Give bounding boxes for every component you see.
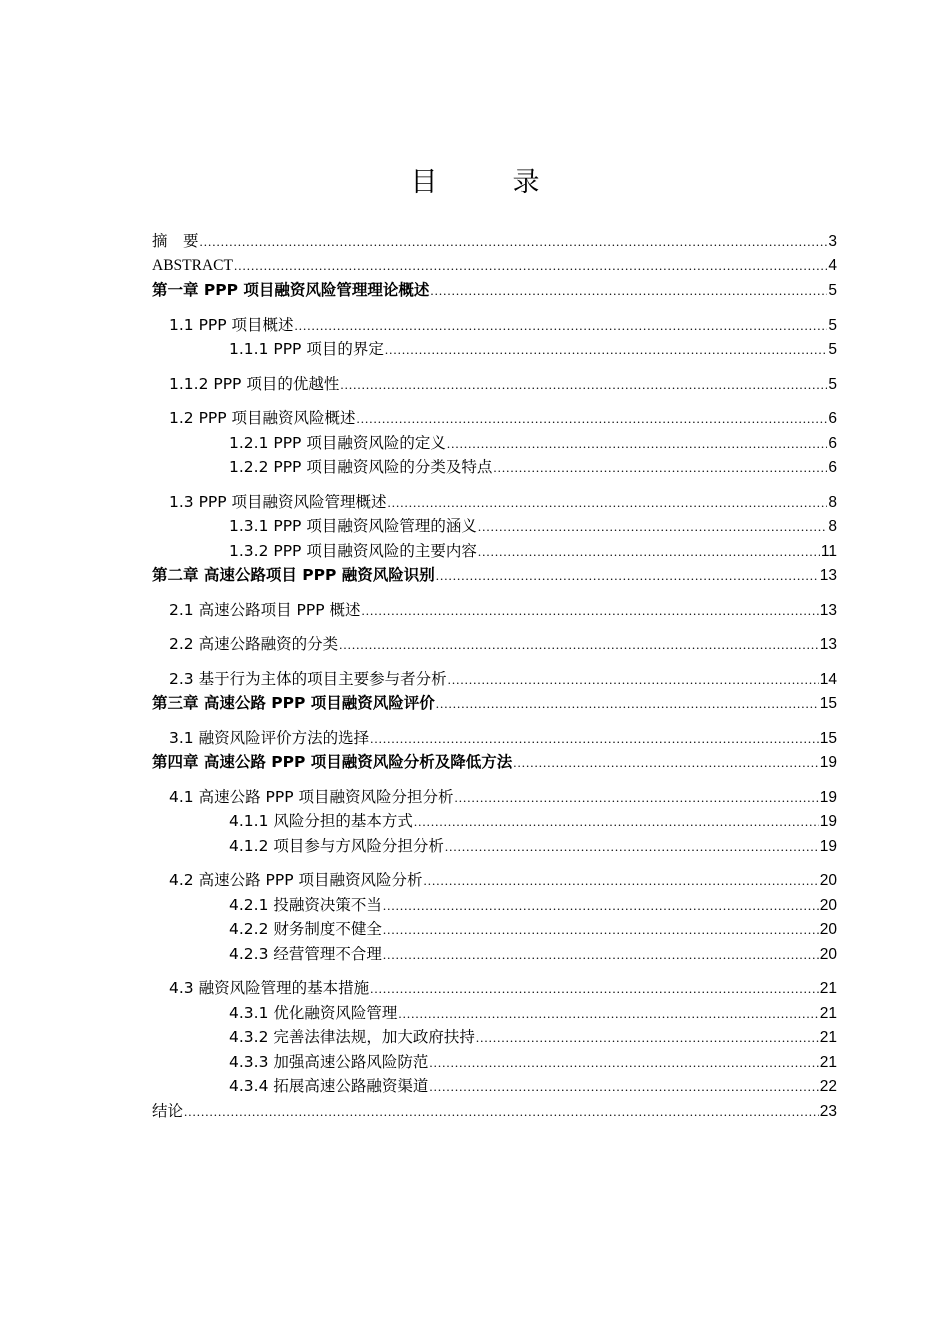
toc-entry-title: 4.3.4 拓展高速公路融资渠道 (229, 1077, 429, 1095)
toc-page-number: 13 (819, 636, 837, 653)
dot-leader (436, 692, 819, 716)
dot-leader (448, 668, 819, 692)
dot-leader (476, 1026, 819, 1050)
dot-leader (200, 230, 828, 254)
toc-entry[interactable] (152, 372, 837, 397)
toc-entry[interactable] (152, 337, 837, 362)
dot-leader (339, 633, 819, 657)
toc-entry[interactable] (152, 691, 837, 716)
toc-page-number: 20 (819, 896, 837, 914)
dot-leader (478, 540, 820, 564)
toc-entry-title: 4.1 高速公路 PPP 项目融资风险分担分析 (169, 787, 454, 806)
toc-entry-title: 4.3.3 加强高速公路风险防范 (229, 1052, 429, 1071)
toc-entry-title: 第四章 高速公路 PPP 项目融资风险分析及降低方法 (152, 753, 513, 771)
toc-entry[interactable] (152, 1025, 837, 1050)
table-of-contents (152, 229, 837, 1123)
toc-entry[interactable] (152, 598, 837, 623)
toc-entry[interactable] (152, 1074, 837, 1099)
toc-page-number: 20 (819, 872, 837, 889)
toc-entry-title: 1.3.1 PPP 项目融资风险管理的涵义 (229, 517, 477, 535)
dot-leader (430, 279, 827, 303)
toc-page-number: 19 (819, 813, 837, 830)
toc-entry-title: 4.2.2 财务制度不健全 (229, 920, 382, 938)
toc-entry-title: 1.2.1 PPP 项目融资风险的定义 (229, 433, 446, 452)
dot-leader (429, 1075, 818, 1099)
toc-entry-title: 第二章 高速公路项目 PPP 融资风险识别 (152, 566, 435, 584)
toc-entry-title: 4.3 融资风险管理的基本措施 (169, 979, 370, 997)
toc-page-number: 5 (828, 375, 837, 393)
toc-entry[interactable] (152, 229, 837, 254)
dot-leader (357, 407, 828, 431)
dot-leader (340, 373, 827, 397)
toc-page-number: 5 (828, 316, 837, 334)
toc-entry[interactable] (152, 1001, 837, 1026)
toc-entry[interactable] (152, 750, 837, 775)
toc-entry-title: 3.1 融资风险评价方法的选择 (169, 728, 370, 747)
toc-entry[interactable] (152, 539, 837, 564)
toc-entry[interactable] (152, 834, 837, 859)
toc-entry-title: 1.3 PPP 项目融资风险管理概述 (169, 492, 387, 511)
toc-entry[interactable] (152, 514, 837, 539)
toc-page-number: 15 (819, 695, 837, 712)
dot-leader (447, 432, 828, 456)
toc-entry-title: 4.1.1 风险分担的基本方式 (229, 812, 413, 830)
dot-leader (370, 977, 819, 1001)
toc-page-number: 3 (828, 233, 837, 250)
toc-page-number: 19 (819, 788, 837, 806)
toc-entry[interactable] (152, 785, 837, 810)
toc-entry-title: 4.3.2 完善法律法规，加大政府扶持 (229, 1028, 475, 1046)
toc-page-number: 5 (828, 341, 837, 358)
toc-page-number: 15 (819, 729, 837, 747)
toc-page-number: 19 (819, 754, 837, 771)
toc-entry-title: 1.3.2 PPP 项目融资风险的主要内容 (229, 541, 477, 560)
toc-entry-title: 4.1.2 项目参与方风险分担分析 (229, 836, 444, 855)
dot-leader (234, 254, 827, 279)
dot-leader (454, 786, 818, 810)
toc-page-number: 4 (828, 256, 837, 274)
dot-leader (385, 338, 828, 362)
toc-entry[interactable] (152, 1099, 837, 1124)
dot-leader (478, 515, 828, 539)
toc-entry[interactable] (152, 563, 837, 588)
toc-entry-title: 4.2.3 经营管理不合理 (229, 944, 382, 963)
toc-entry-title: 2.2 高速公路融资的分类 (169, 635, 339, 653)
dot-leader (383, 943, 819, 967)
dot-leader (414, 810, 819, 834)
toc-page-number: 21 (819, 1053, 837, 1071)
toc-page-number: 23 (819, 1102, 837, 1120)
toc-entry-title: 1.1 PPP 项目概述 (169, 315, 294, 334)
toc-page-number: 13 (819, 567, 837, 584)
toc-entry[interactable] (152, 976, 837, 1001)
toc-entry[interactable] (152, 490, 837, 515)
toc-entry[interactable] (152, 917, 837, 942)
toc-page-number: 20 (819, 945, 837, 963)
toc-entry[interactable] (152, 1050, 837, 1075)
dot-leader (361, 599, 818, 623)
dot-leader (436, 564, 819, 588)
toc-entry[interactable] (152, 809, 837, 834)
toc-entry[interactable] (152, 278, 837, 303)
toc-page-number: 14 (819, 670, 837, 688)
toc-entry-title: 摘 要 (152, 232, 199, 250)
toc-entry[interactable] (152, 632, 837, 657)
toc-entry-title: 4.2.1 投融资决策不当 (229, 895, 382, 914)
toc-entry-title: 第三章 高速公路 PPP 项目融资风险评价 (152, 694, 435, 712)
toc-entry-title: 结论 (152, 1101, 184, 1120)
toc-entry[interactable] (152, 942, 837, 967)
toc-entry[interactable] (152, 455, 837, 480)
dot-leader (513, 751, 818, 775)
toc-entry-title: 1.2.2 PPP 项目融资风险的分类及特点 (229, 458, 493, 476)
toc-page-number: 13 (819, 601, 837, 619)
dot-leader (370, 727, 819, 751)
toc-entry[interactable] (152, 868, 837, 893)
toc-page-number: 8 (828, 493, 837, 511)
toc-entry-title: 1.2 PPP 项目融资风险概述 (169, 409, 356, 427)
dot-leader (388, 491, 828, 515)
dot-leader (295, 314, 828, 338)
toc-entry-title: 1.1.1 PPP 项目的界定 (229, 340, 384, 358)
toc-page-number: 22 (819, 1078, 837, 1095)
toc-entry[interactable] (152, 726, 837, 751)
toc-page-number: 5 (828, 282, 837, 299)
toc-entry[interactable] (152, 406, 837, 431)
dot-leader (445, 835, 819, 859)
toc-page-number: 6 (828, 410, 837, 427)
toc-page-number: 6 (828, 459, 837, 476)
dot-leader (383, 918, 819, 942)
toc-entry-title: ABSTRACT (152, 256, 233, 274)
toc-page-number: 11 (820, 542, 837, 560)
dot-leader (184, 1100, 819, 1124)
toc-entry-title: 1.1.2 PPP 项目的优越性 (169, 374, 340, 393)
toc-page-number: 21 (819, 980, 837, 997)
toc-page-number: 6 (828, 434, 837, 452)
dot-leader (398, 1002, 818, 1026)
toc-page-number: 20 (819, 921, 837, 938)
toc-entry-title: 2.3 基于行为主体的项目主要参与者分析 (169, 669, 447, 688)
toc-entry-title: 4.3.1 优化融资风险管理 (229, 1003, 398, 1022)
dot-leader (423, 869, 818, 893)
toc-entry[interactable] (152, 893, 837, 918)
toc-page-number: 8 (828, 518, 837, 535)
toc-entry-title: 4.2 高速公路 PPP 项目融资风险分析 (169, 871, 423, 889)
toc-page-number: 19 (819, 837, 837, 855)
toc-entry-title: 2.1 高速公路项目 PPP 概述 (169, 600, 361, 619)
page-title: 目 录 (410, 167, 564, 198)
toc-entry[interactable] (152, 254, 837, 279)
toc-page-number: 21 (819, 1029, 837, 1046)
toc-entry-title: 第一章 PPP 项目融资风险管理理论概述 (152, 281, 430, 299)
dot-leader (493, 456, 827, 480)
dot-leader (429, 1051, 818, 1075)
dot-leader (383, 894, 819, 918)
toc-entry[interactable] (152, 667, 837, 692)
toc-entry[interactable] (152, 431, 837, 456)
toc-page-number: 21 (819, 1004, 837, 1022)
toc-entry[interactable] (152, 313, 837, 338)
